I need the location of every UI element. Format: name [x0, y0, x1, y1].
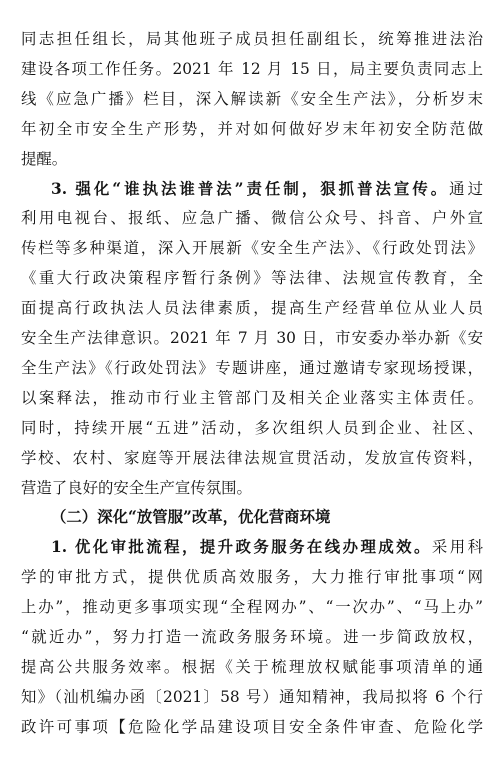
- line-text: 知》（汕机编办函〔2021〕58 号）通知精神，我局拟将 6 个行: [21, 687, 483, 706]
- text-line: [51, 535, 483, 559]
- text-line: [21, 266, 483, 290]
- line-text: 营造了良好的安全生产宣传氛围。: [21, 478, 252, 497]
- line-text: 提醒。: [21, 149, 68, 168]
- text-line: [21, 386, 483, 410]
- text-line: [21, 715, 483, 739]
- line-text: 学的审批方式，提供优质高效服务，大力推行审批事项“网: [21, 568, 483, 587]
- text-line: [21, 206, 483, 230]
- text-line: [21, 117, 483, 141]
- text-line: [21, 236, 483, 260]
- text-line: [21, 565, 483, 589]
- line-text: 《重大行政决策程序暂行条例》等法律、法规宣传教育，全: [21, 269, 483, 288]
- line-text: 学校、农村、家庭等开展法律法规宣贯活动，发放宣传资料，: [21, 448, 483, 467]
- line-text: 传栏等多种渠道，深入开展新《安全生产法》、《行政处罚法》: [21, 239, 483, 258]
- line-text: 同志担任组长，局其他班子成员担任副组长，统筹推进法治: [21, 30, 483, 48]
- text-line: [21, 625, 483, 649]
- text-line: [21, 685, 483, 709]
- line-text: 采用科: [431, 538, 483, 557]
- line-text: 通过: [449, 179, 483, 198]
- text-line: [21, 27, 483, 51]
- heading-text: 3. 强化“谁执法谁普法”责任制，狠抓普法宣传。: [51, 179, 450, 198]
- line-text: 年初全市安全生产形势，并对如何做好岁末年初安全防范做: [21, 119, 483, 138]
- heading-text: 1. 优化审批流程，提升政务服务在线办理成效。: [51, 538, 432, 557]
- line-text: 同时，持续开展“五进”活动，多次组织人员到企业、社区、: [21, 418, 483, 437]
- line-text: 上办”，推动更多事项实现“全程网办”、“一次办”、“马上办”: [21, 598, 483, 617]
- text-line: [21, 655, 483, 679]
- text-line: [21, 326, 483, 350]
- line-text: 面提高行政执法人员法律素质，提高生产经营单位从业人员: [21, 299, 483, 318]
- line-text: 安全生产法律意识。2021 年 7 月 30 日，市安委办举办新《安: [21, 329, 483, 347]
- line-text: 建设各项工作任务。2021 年 12 月 15 日，局主要负责同志上: [21, 59, 483, 78]
- text-line: [21, 87, 483, 111]
- text-line: [21, 147, 483, 171]
- text-line: [21, 476, 483, 500]
- line-text: “就近办”，努力打造一流政务服务环境。进一步简政放权，: [21, 628, 483, 646]
- text-line: [51, 505, 483, 529]
- line-text: 利用电视台、报纸、应急广播、微信公众号、抖音、户外宣: [21, 209, 483, 228]
- line-text: 政许可事项【危险化学品建设项目安全条件审查、危险化学: [21, 717, 483, 736]
- line-text: 全生产法》《行政处罚法》专题讲座，通过邀请专家现场授课，: [21, 358, 483, 377]
- line-text: 线《应急广播》栏目，深入解读新《安全生产法》，分析岁末: [21, 89, 483, 108]
- text-line: [21, 296, 483, 320]
- heading-text: （二）深化“放管服”改革，优化营商环境: [51, 508, 331, 527]
- text-line: [21, 356, 483, 380]
- line-text: 提高公共服务效率。根据《关于梳理放权赋能事项清单的通: [21, 657, 483, 676]
- text-line: [51, 177, 483, 201]
- text-line: [21, 446, 483, 470]
- text-line: [21, 57, 483, 81]
- line-text: 以案释法，推动市行业主管部门及相关企业落实主体责任。: [21, 388, 483, 407]
- text-line: [21, 416, 483, 440]
- text-line: [21, 595, 483, 619]
